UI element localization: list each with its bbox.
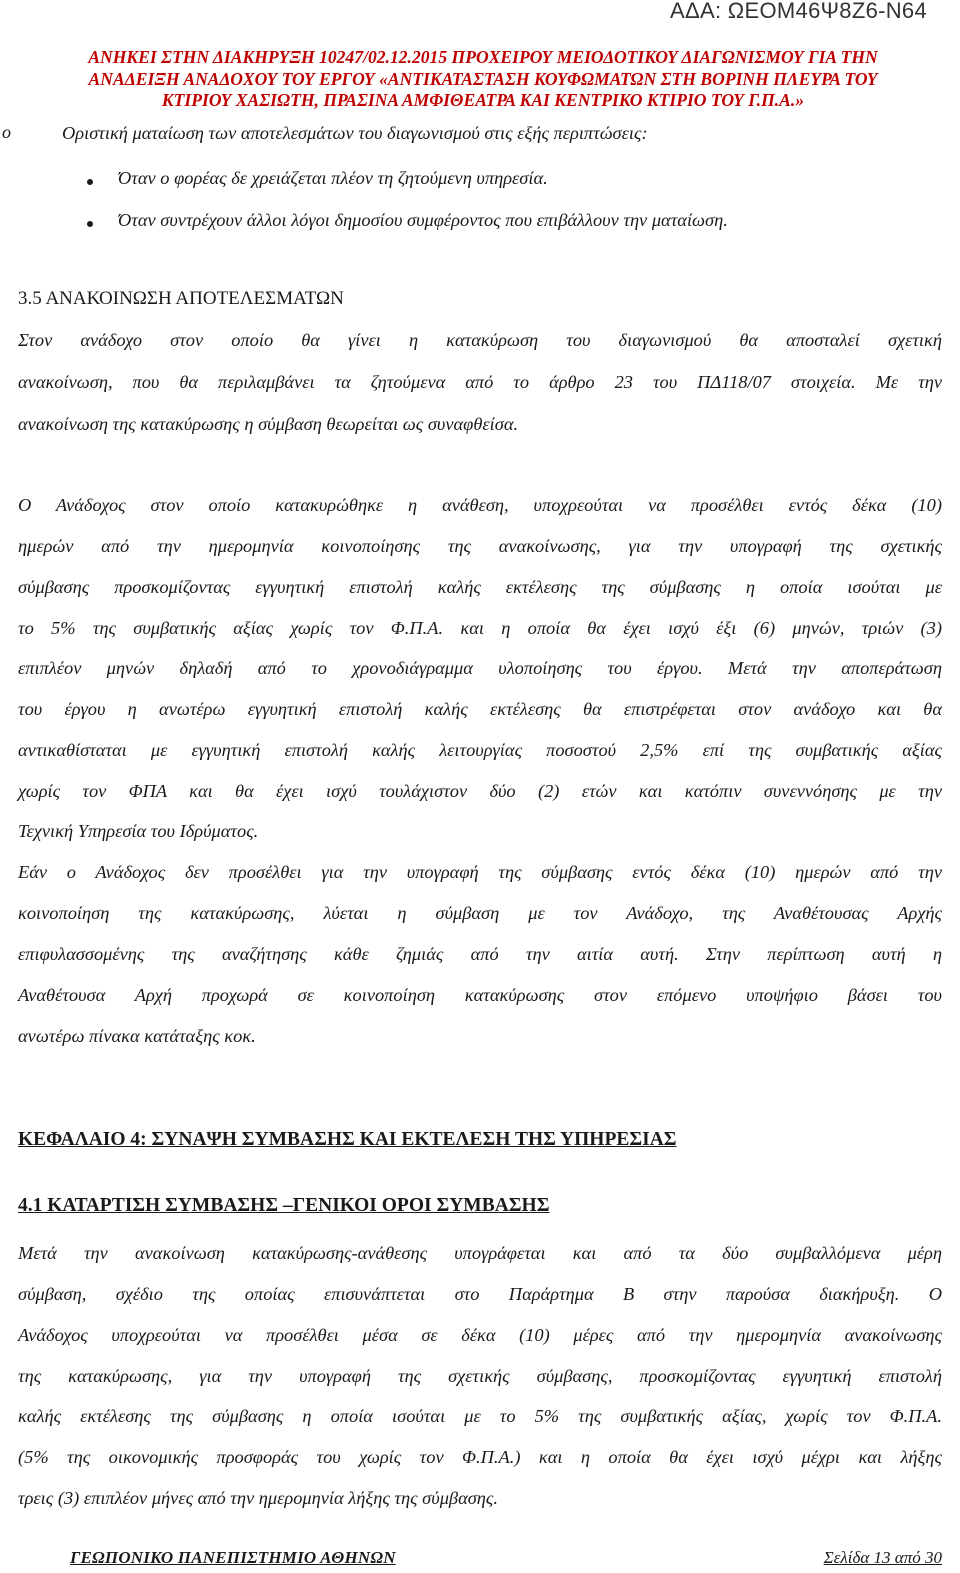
paragraph-line: της κατακύρωσης, για την υπογραφή της σχετικής σύμβασης, προσκομίζοντας εγγυητική επιστολή	[18, 1366, 942, 1386]
bullet-item: Όταν συντρέχουν άλλοι λόγοι δημοσίου συμφέροντος που επιβάλλουν την ματαίωση.	[118, 210, 728, 230]
paragraph-line: Ο Ανάδοχος στον οποίο κατακυρώθηκε η ανάθεση, υποχρεούται να προσέλθει εντός δέκα (10)	[18, 495, 942, 515]
bullet-dot-icon	[87, 221, 93, 227]
list-marker: o	[2, 122, 11, 142]
paragraph-line: ανακοίνωση, που θα περιλαμβάνει τα ζητούμενα από το άρθρο 23 του ΠΔ118/07 στοιχεία. Με την	[18, 372, 942, 392]
paragraph-line: ημερών από την ημερομηνία κοινοποίησης της ανακοίνωσης, για την υπογραφή της σχετικής	[18, 536, 942, 556]
paragraph-line: Τεχνική Υπηρεσία του Ιδρύματος.	[18, 821, 259, 841]
paragraph-line: Μετά την ανακοίνωση κατακύρωσης-ανάθεσης υπογράφεται και από τα δύο συμβαλλόμενα μέρη	[18, 1243, 942, 1263]
header-line: ΑΝΗΚΕΙ ΣΤΗΝ ΔΙΑΚΗΡΥΞΗ 10247/02.12.2015 ΠΡΟΧΕΙΡΟΥ ΜΕΙΟΔΟΤΙΚΟΥ ΔΙΑΓΩΝΙΣΜΟΥ ΓΙΑ ΤΗΝ	[88, 47, 878, 67]
paragraph-line: καλής εκτέλεσης της σύμβασης η οποία ισούται με το 5% της συμβατικής αξίας, χωρίς τον Φ.Π.Α.	[18, 1406, 942, 1426]
paragraph-line: Στον ανάδοχο στον οποίο θα γίνει η κατακύρωση του διαγωνισμού θα αποσταλεί σχετική	[18, 330, 942, 350]
paragraph-line: Εάν ο Ανάδοχος δεν προσέλθει για την υπογραφή της σύμβασης εντός δέκα (10) ημερών από την	[18, 862, 942, 882]
footer-institution: ΓΕΩΠΟΝΙΚΟ ΠΑΝΕΠΙΣΤΗΜΙΟ ΑΘΗΝΩΝ	[70, 1548, 396, 1567]
paragraph-line: επιπλέον μηνών δηλαδή από το χρονοδιάγραμμα υλοποίησης του έργου. Μετά την αποπεράτωση	[18, 658, 942, 678]
document-header	[18, 47, 948, 112]
paragraph-line: χωρίς τον ΦΠΑ και θα έχει ισχύ τουλάχιστον δύο (2) ετών και κατόπιν συνεννόησης με την	[18, 781, 942, 801]
paragraph-line: σύμβαση, σχέδιο της οποίας επισυνάπτεται στο Παράρτημα Β στην παρούσα διακήρυξη. Ο	[18, 1284, 942, 1304]
header-line: ΑΝΑΔΕΙΞΗ ΑΝΑΔΟΧΟΥ ΤΟΥ ΕΡΓΟΥ «ΑΝΤΙΚΑΤΑΣΤΑΣΗ ΚΟΥΦΩΜΑΤΩΝ ΣΤΗ ΒΟΡΙΝΗ ΠΛΕΥΡΑ ΤΟΥ	[88, 68, 878, 89]
chapter-4-title: ΚΕΦΑΛΑΙΟ 4: ΣΥΝΑΨΗ ΣΥΜΒΑΣΗΣ ΚΑΙ ΕΚΤΕΛΕΣΗ ΤΗΣ ΥΠΗΡΕΣΙΑΣ	[18, 1129, 677, 1150]
section-4-1-title: 4.1 ΚΑΤΑΡΤΙΣΗ ΣΥΜΒΑΣΗΣ –ΓΕΝΙΚΟΙ ΟΡΟΙ ΣΥΜΒΑΣΗΣ	[18, 1195, 550, 1216]
paragraph-line: το 5% της συμβατικής αξίας χωρίς τον Φ.Π.Α. και η οποία θα έχει ισχύ έξι (6) μηνών, τριών (3)	[18, 618, 942, 638]
paragraph-line: του έργου η ανωτέρω εγγυητική επιστολή καλής εκτέλεσης θα επιστρέφεται στον ανάδοχο και θα	[18, 699, 942, 719]
paragraph-line: τρεις (3) επιπλέον μήνες από την ημερομηνία λήξης της σύμβασης.	[18, 1488, 498, 1508]
paragraph-line: ανωτέρω πίνακα κατάταξης κοκ.	[18, 1026, 256, 1046]
paragraph-line: Ανάδοχος υποχρεούται να προσέλθει μέσα σε δέκα (10) μέρες από την ημερομηνία ανακοίνωσης	[18, 1325, 942, 1345]
bullet-dot-icon	[87, 179, 93, 185]
paragraph-line: (5% της οικονομικής προσφοράς του χωρίς τον Φ.Π.Α.) και η οποία θα έχει ισχύ μέχρι και λήξης	[18, 1447, 942, 1467]
bullet-item: Όταν ο φορέας δε χρειάζεται πλέον τη ζητούμενη υπηρεσία.	[118, 168, 548, 188]
footer-page-number: Σελίδα 13 από 30	[823, 1548, 942, 1567]
section-3-5-title: 3.5 ΑΝΑΚΟΙΝΩΣΗ ΑΠΟΤΕΛΕΣΜΑΤΩΝ	[18, 288, 344, 309]
paragraph-line: σύμβασης προσκομίζοντας εγγυητική επιστολή καλής εκτέλεσης της σύμβασης η οποία ισούται με	[18, 577, 942, 597]
paragraph-line: κοινοποίηση της κατακύρωσης, λύεται η σύμβαση με τον Ανάδοχο, της Αναθέτουσας Αρχής	[18, 903, 942, 923]
ada-code: ΑΔΑ: ΩΕΟΜ46Ψ8Ζ6-Ν64	[670, 0, 927, 23]
header-line: ΚΤΙΡΙΟΥ ΧΑΣΙΩΤΗ, ΠΡΑΣΙΝΑ ΑΜΦΙΘΕΑΤΡΑ ΚΑΙ ΚΕΝΤΡΙΚΟ ΚΤΙΡΙΟ ΤΟΥ Γ.Π.Α.»	[161, 90, 805, 111]
paragraph-line: ανακοίνωση της κατακύρωσης η σύμβαση θεωρείται ως συναφθείσα.	[18, 414, 519, 434]
paragraph-line: αντικαθίσταται με εγγυητική επιστολή καλής λειτουργίας ποσοστού 2,5% επί της συμβατικής αξίας	[18, 740, 942, 760]
paragraph-line: Αναθέτουσα Αρχή προχωρά σε κοινοποίηση κατακύρωσης στον επόμενο υποψήφιο βάσει του	[18, 985, 942, 1005]
cancellation-intro: Οριστική ματαίωση των αποτελεσμάτων του διαγωνισμού στις εξής περιπτώσεις:	[62, 123, 648, 143]
paragraph-line: επιφυλασσομένης της αναζήτησης κάθε ζημιάς από την αιτία αυτή. Στην περίπτωση αυτή η	[18, 944, 942, 964]
